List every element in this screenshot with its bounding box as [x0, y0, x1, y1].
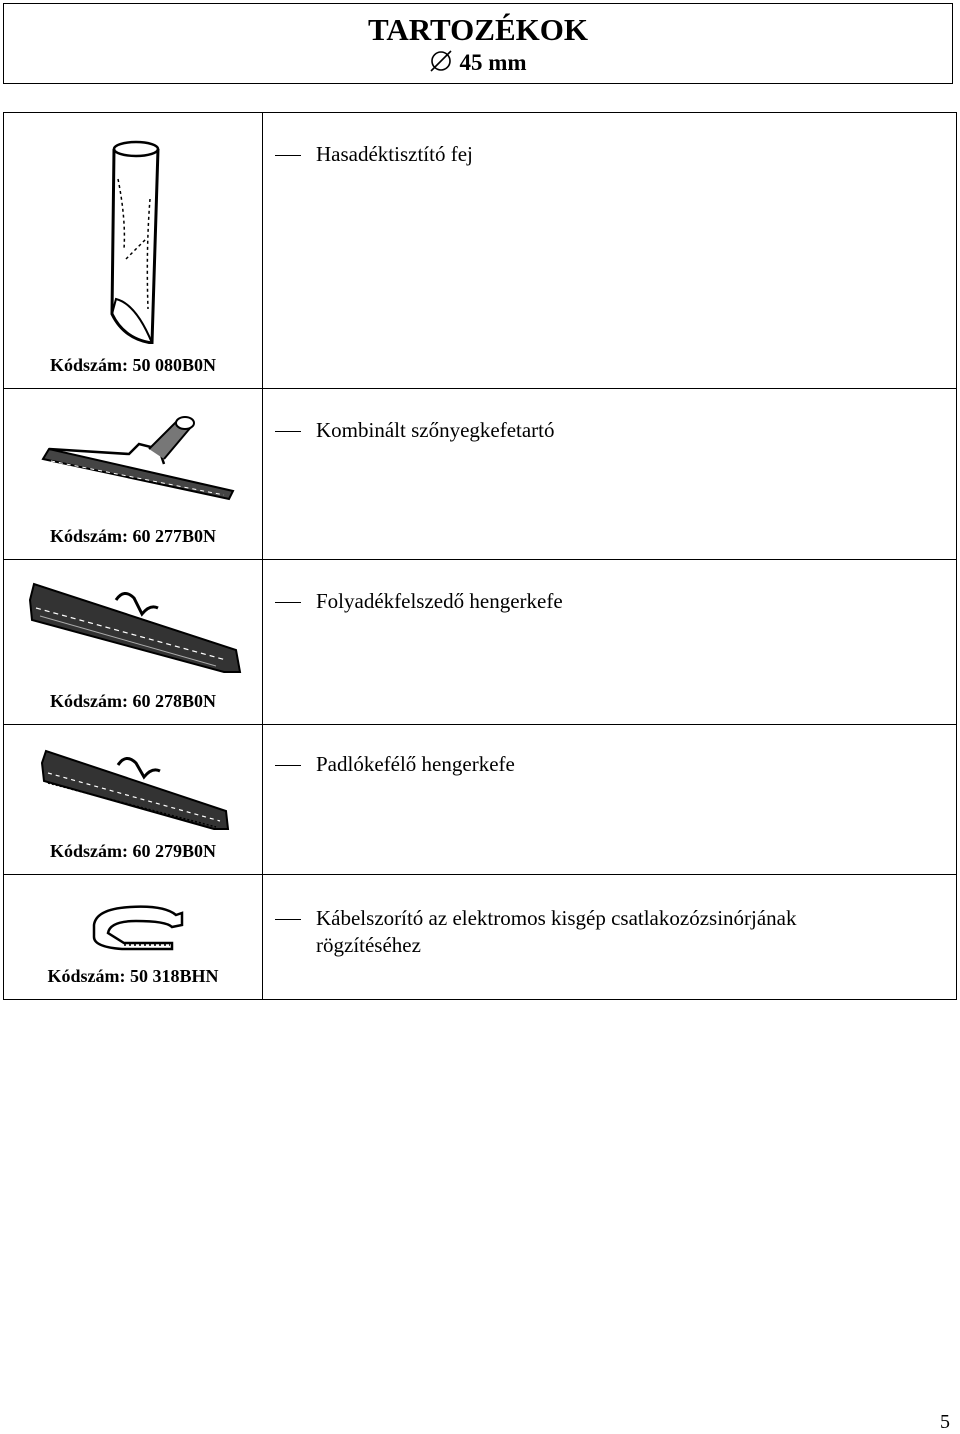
dash-bullet — [275, 765, 301, 766]
table-row — [4, 875, 957, 1000]
item-code: Kódszám: 50 080B0N — [50, 355, 216, 375]
item-text-cell — [263, 725, 957, 875]
item-code: Kódszám: 50 318BHN — [47, 966, 219, 986]
item-image-cell — [4, 560, 263, 725]
table-row — [4, 389, 957, 560]
diameter-label — [4, 49, 952, 77]
item-text-cell — [263, 875, 957, 1000]
cable-clamp-icon — [86, 903, 186, 951]
item-description — [275, 588, 946, 615]
item-image-cell — [4, 113, 263, 389]
item-name: Padlókefélő hengerkefe — [316, 752, 515, 776]
dash-bullet — [275, 431, 301, 432]
carpet-brush-holder-icon — [39, 409, 237, 509]
item-description — [275, 141, 946, 168]
item-code: Kódszám: 60 279B0N — [50, 841, 216, 861]
item-text-cell — [263, 113, 957, 389]
item-image-cell — [4, 725, 263, 875]
item-image-cell — [4, 389, 263, 560]
item-description — [275, 905, 946, 959]
item-name-line1: Kábelszorító az elektromos kisgép csatlakozózsinórjának — [316, 906, 797, 930]
diameter-value: 45 mm — [459, 50, 527, 75]
item-description — [275, 751, 946, 778]
item-text-cell — [263, 389, 957, 560]
item-name: Hasadéktisztító fej — [316, 142, 473, 166]
item-code: Kódszám: 60 278B0N — [50, 691, 216, 711]
table-row — [4, 113, 957, 389]
item-name-line2: rögzítéséhez — [316, 933, 421, 957]
floor-brush-icon — [40, 747, 232, 833]
crevice-nozzle-icon — [106, 139, 166, 344]
accessories-table — [3, 112, 957, 1000]
page-title: TARTOZÉKOK — [368, 12, 588, 47]
item-name: Kombinált szőnyegkefetartó — [316, 418, 555, 442]
item-text-cell — [263, 560, 957, 725]
page-number: 5 — [940, 1411, 950, 1433]
liquid-pickup-brush-icon — [26, 580, 244, 676]
item-description — [275, 417, 946, 444]
dash-bullet — [275, 602, 301, 603]
item-name: Folyadékfelszedő hengerkefe — [316, 589, 563, 613]
item-image-cell — [4, 875, 263, 1000]
dash-bullet — [275, 919, 301, 920]
item-code: Kódszám: 60 277B0N — [50, 526, 216, 546]
table-row — [4, 560, 957, 725]
title-box — [3, 3, 953, 84]
table-row — [4, 725, 957, 875]
diameter-icon — [429, 49, 453, 73]
dash-bullet — [275, 155, 301, 156]
